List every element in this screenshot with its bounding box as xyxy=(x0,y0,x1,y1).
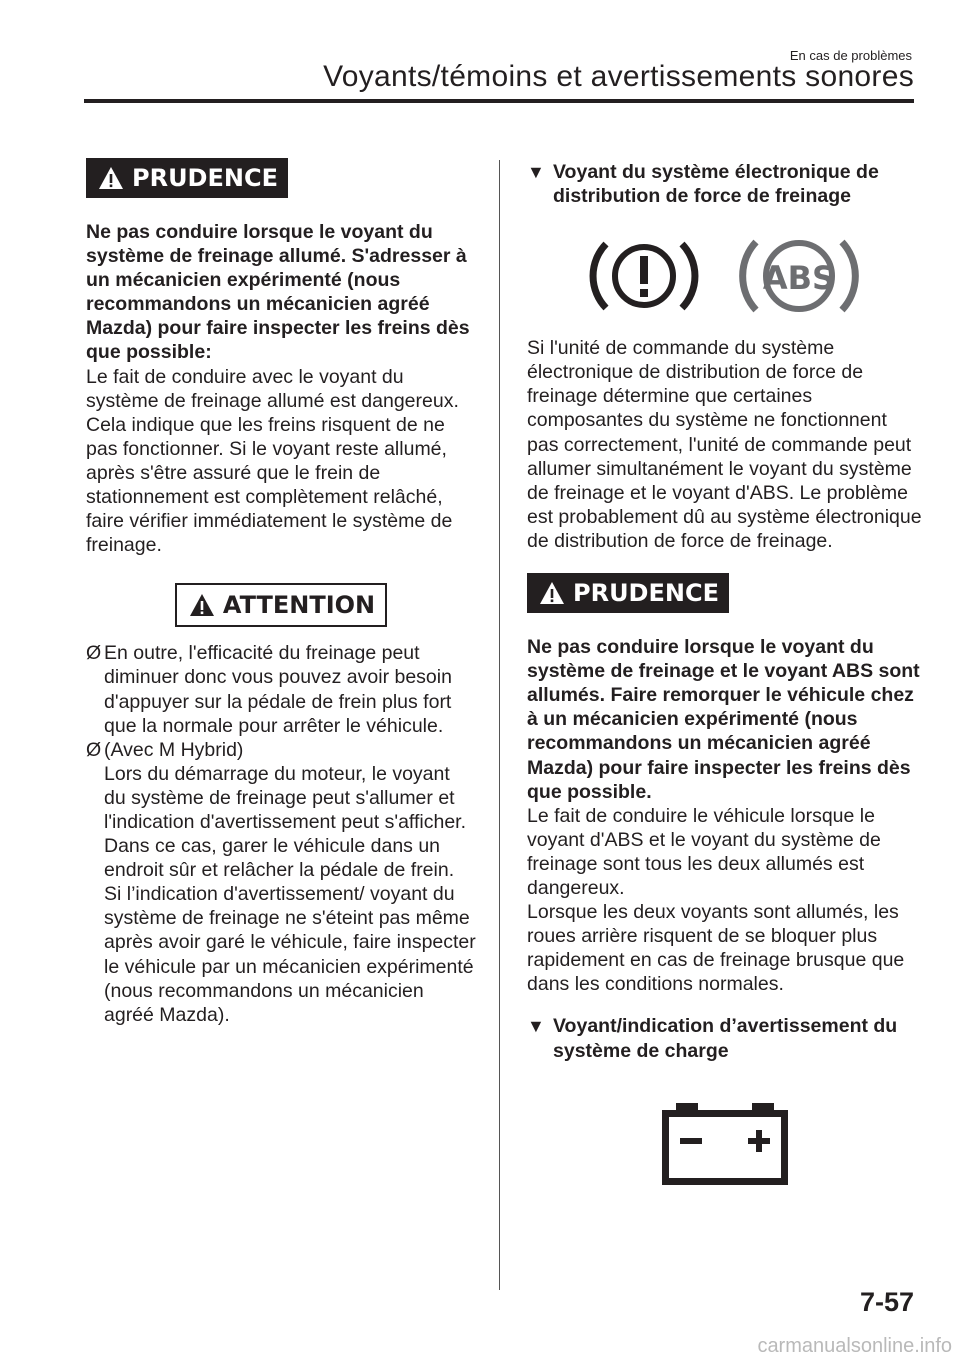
header-section-label: En cas de problèmes xyxy=(789,48,912,63)
prudence-body-text-1: Le fait de conduire le véhicule lorsque le voyant d'ABS et le voyant du système de freinage sont tous les deux allumés est dangereux. xyxy=(527,804,881,899)
abs-warning-icon xyxy=(736,234,862,318)
bullet-arrow-icon: Ø xyxy=(86,738,102,761)
prudence-badge xyxy=(86,158,288,198)
prudence-bold-text: Ne pas conduire lorsque le voyant du système de freinage et le voyant ABS sont allumés. Faire remorquer le véhicule chez à un mécanicien expérimenté (nous recommandons un mécanicien agréé Mazda) pour faire inspecter les freins dès que possible. xyxy=(527,636,920,803)
list-item: Ø En outre, l'efficacité du freinage peut diminuer donc vous pouvez avoir besoin d'appuyer sur la pédale de frein plus fort que la normale pour arrêter le véhicule. xyxy=(86,642,452,737)
battery-warning-icon xyxy=(662,1103,788,1185)
prudence-label: PRUDENCE xyxy=(573,579,719,608)
prudence-body-text: Le fait de conduire avec le voyant du système de freinage allumé est dangereux. Cela indique que les freins risquent de ne pas fonctionner. Si le voyant reste allumé, après s'être assuré que le frein de stationnement est complètement relâché, faire vérifier immédiatement le système de freinage. xyxy=(86,365,459,557)
header-rule xyxy=(84,99,914,103)
heading-triangle-icon: ▼ xyxy=(527,162,545,182)
abs-icon-text: ABS xyxy=(762,259,835,298)
warning-icons-row xyxy=(527,234,922,318)
warning-triangle-icon xyxy=(189,593,215,617)
charge-heading: ▼ Voyant/indication d’avertissement du système de charge xyxy=(527,1015,898,1062)
page-number: 7-57 xyxy=(859,1287,914,1317)
warning-triangle-icon xyxy=(539,581,565,605)
warning-triangle-icon xyxy=(98,166,124,190)
prudence-bold-text: Ne pas conduire lorsque le voyant du système de freinage allumé. S'adresser à un mécanicien expérimenté (nous recommandons un mécanicien agréé Mazda) pour faire inspecter les freins dès que possible: xyxy=(86,221,470,364)
prudence-badge xyxy=(527,573,729,613)
ebd-heading: ▼ Voyant du système électronique de distribution de force de freinage xyxy=(527,161,879,208)
attention-list xyxy=(86,641,476,1027)
prudence-body-text-2: Lorsque les deux voyants sont allumés, les roues arrière risquent de se bloquer plus rapidement en cas de freinage brusque que dans les conditions normales. xyxy=(527,901,905,996)
watermark: carmanualsonline.info xyxy=(757,1335,952,1357)
left-column xyxy=(86,158,476,1027)
prudence-label: PRUDENCE xyxy=(132,164,278,192)
page-title: Voyants/témoins et avertissements sonores xyxy=(323,60,914,93)
right-column xyxy=(527,158,922,1185)
battery-icon-wrap xyxy=(527,1103,922,1185)
heading-triangle-icon: ▼ xyxy=(527,1016,545,1037)
list-item: Ø (Avec M Hybrid) Lors du démarrage du moteur, le voyant du système de freinage peut s'allumer et l'indication d'avertissement peut s'afficher. Dans ce cas, garer le véhicule dans un endroit sûr et relâcher la pédale de frein. Si l’indication d'avertissement/ voyant du système de freinage ne s'éteint pas même après avoir garé le véhicule, faire inspecter le véhicule par un mécanicien expérimenté (nous recommandons un mécanicien agréé Mazda). xyxy=(86,738,476,1026)
attention-label: ATTENTION xyxy=(222,591,376,620)
attention-badge xyxy=(175,583,387,627)
brake-warning-icon xyxy=(588,234,700,318)
column-divider xyxy=(499,160,500,1290)
ebd-body-text: Si l'unité de commande du système électronique de distribution de force de freinage détermine que certaines composantes du système ne fonctionnent pas correctement, l'unité de commande peut allumer simultanément le voyant du système de freinage et le voyant d'ABS. Le problème est probablement dû au système électronique de distribution de force de freinage. xyxy=(527,337,922,552)
bullet-arrow-icon: Ø xyxy=(86,642,102,665)
